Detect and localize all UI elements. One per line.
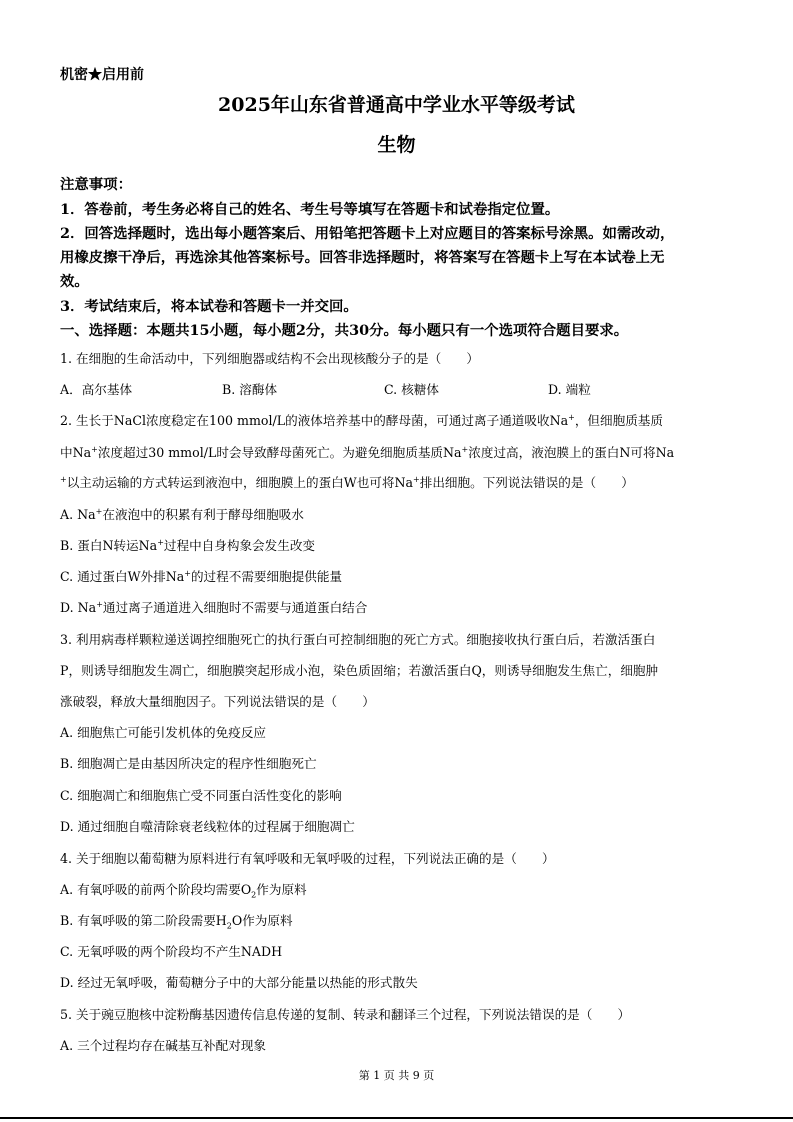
section-heading: 一、选择题：本题共15小题，每小题2分，共30分。每小题只有一个选项符合题目要求。 (60, 322, 629, 339)
q2-stem-line-3: +以主动运输的方式转运到液泡中，细胞膜上的蛋白W也可将Na+排出细胞。下列说法错误的是（ ） (60, 474, 634, 490)
q4-option-c: C. 无氧呼吸的两个阶段均不产生NADH (60, 944, 283, 959)
q3-option-d: D. 通过细胞自噬清除衰老线粒体的过程属于细胞凋亡 (60, 819, 355, 834)
q1-stem: 1. 在细胞的生命活动中，下列细胞器或结构不会出现核酸分子的是（ ） (60, 351, 480, 366)
q2-option-c: C. 通过蛋白W外排Na+的过程不需要细胞提供能量 (60, 568, 343, 584)
notice-item-2: 2．回答选择题时，选出每小题答案后、用铅笔把答题卡上对应题目的答案标号涂黑。如需改动， (60, 225, 675, 242)
subject-title: 生物 (377, 134, 416, 156)
q3-option-c: C. 细胞凋亡和细胞焦亡受不同蛋白活性变化的影响 (60, 788, 342, 803)
page-number: 第 1 页 共 9 页 (358, 1069, 435, 1082)
q3-stem-line-3: 涨破裂，释放大量细胞因子。下列说法错误的是（ ） (60, 694, 375, 709)
notice-item-2-end: 效。 (60, 273, 89, 290)
notice-item-2-cont: 用橡皮擦干净后，再选涂其他答案标号。回答非选择题时，将答案写在答题卡上写在本试卷上无 (60, 249, 665, 266)
q5-option-a: A. 三个过程均存在碱基互补配对现象 (60, 1038, 267, 1053)
q4-stem: 4. 关于细胞以葡萄糖为原料进行有氧呼吸和无氧呼吸的过程，下列说法正确的是（ ） (60, 851, 555, 866)
confidential-mark: 机密★启用前 (60, 67, 144, 83)
q3-option-b: B. 细胞凋亡是由基因所决定的程序性细胞死亡 (60, 756, 317, 771)
q3-option-a: A. 细胞焦亡可能引发机体的免疫反应 (60, 725, 267, 740)
q5-stem: 5. 关于豌豆胞核中淀粉酶基因遗传信息传递的复制、转录和翻译三个过程，下列说法错误的是（ ） (60, 1007, 631, 1022)
q3-stem-line-2: P，则诱导细胞发生凋亡，细胞膜突起形成小泡，染色质固缩；若激活蛋白Q，则诱导细胞发生焦亡，细胞肿 (60, 663, 659, 678)
q1-option-d: D. 端粒 (548, 382, 591, 397)
q1-option-c: C. 核糖体 (384, 382, 439, 397)
q4-option-a: A. 有氧呼吸的前两个阶段均需要$O_2$作为原料 (60, 882, 307, 900)
q2-stem-line-2: 中Na+浓度超过30 mmol/L时会导致酵母菌死亡。为避免细胞质基质Na+浓度过高，液泡膜上的蛋白N可将Na (60, 444, 675, 460)
bottom-rule (0, 1117, 793, 1119)
q2-option-a: A. Na+在液泡中的积累有利于酵母细胞吸水 (60, 506, 304, 522)
q4-option-d: D. 经过无氧呼吸，葡萄糖分子中的大部分能量以热能的形式散失 (60, 975, 418, 990)
q3-stem-line-1: 3. 利用病毒样颗粒递送调控细胞死亡的执行蛋白可控制细胞的死亡方式。细胞接收执行蛋白后，若激活蛋白 (60, 632, 656, 647)
exam-title: 2025年山东省普通高中学业水平等级考试 (218, 94, 575, 116)
notice-item-3: 3．考试结束后，将本试卷和答题卡一并交回。 (60, 298, 358, 315)
q2-option-d: D. Na+通过离子通道进入细胞时不需要与通道蛋白结合 (60, 599, 368, 615)
q2-stem-line-1: 2. 生长于NaCl浓度稳定在100 mmol/L的液体培养基中的酵母菌，可通过离子通道吸收Na+，但细胞质基质 (60, 412, 663, 428)
q2-option-b: B. 蛋白N转运Na+过程中自身构象会发生改变 (60, 537, 316, 553)
q1-option-b: B. 溶酶体 (222, 382, 278, 397)
notice-item-1: 1．答卷前，考生务必将自己的姓名、考生号等填写在答题卡和试卷指定位置。 (60, 201, 560, 218)
notice-heading: 注意事项： (60, 176, 132, 193)
q4-option-b: B. 有氧呼吸的第二阶段需要$H_2O$作为原料 (60, 913, 293, 931)
q1-option-a: A．高尔基体 (60, 382, 133, 397)
